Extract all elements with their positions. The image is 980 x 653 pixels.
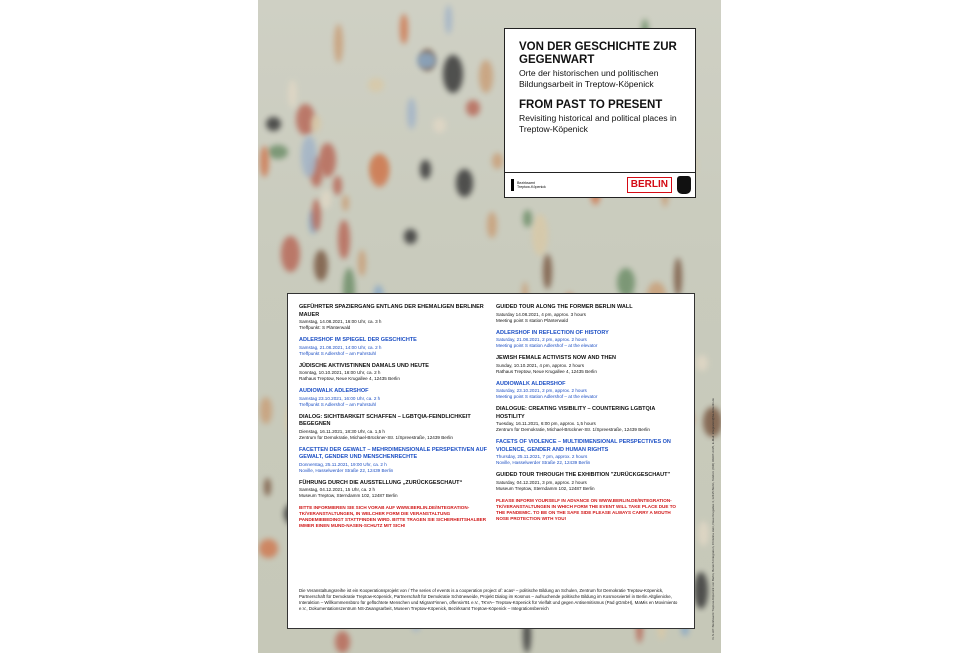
berlin-bear-icon bbox=[677, 176, 691, 194]
crowd-figure-shape bbox=[266, 117, 281, 131]
event-title: JEWISH FEMALE ACTIVISTS NOW AND THEN bbox=[496, 355, 616, 361]
event-item bbox=[299, 414, 487, 441]
english-subtitle: Revisiting historical and political places in Treptow-Köpenick bbox=[519, 113, 677, 134]
event-title: GUIDED TOUR ALONG THE FORMER BERLIN WALL bbox=[496, 304, 633, 310]
crowd-figure-shape bbox=[319, 143, 336, 177]
crowd-figure-shape bbox=[288, 80, 297, 108]
crowd-figure-shape bbox=[698, 521, 709, 545]
crowd-figure-shape bbox=[259, 539, 277, 558]
german-title: VON DER GESCHICHTE ZUR GEGENWART bbox=[519, 41, 677, 66]
event-title: DIALOGUE: CREATING VISIBILITY – COUNTERING LGBTQIA HOSTILITY bbox=[496, 406, 656, 420]
crowd-figure-shape bbox=[492, 153, 503, 170]
event-date: Sonntag, 10.10.2021, 16:00 Uhr, ca. 2 h bbox=[299, 370, 381, 375]
event-date: Saturday, 23.10.2021, 2 pm, approx. 2 hours bbox=[496, 388, 587, 393]
event-item bbox=[496, 439, 684, 466]
event-date: Samstag, 14.08.2021, 16:00 Uhr, ca. 3 h bbox=[299, 319, 382, 324]
crowd-figure-shape bbox=[543, 254, 552, 290]
crowd-figure-shape bbox=[260, 146, 270, 178]
event-title: JÜDISCHE AKTIVISTINNEN DAMALS UND HEUTE bbox=[299, 362, 429, 369]
event-date: Samstag, 04.12.2021, 15 Uhr, ca. 2 h bbox=[299, 487, 376, 492]
crowd-figure-shape bbox=[260, 397, 273, 425]
event-title: FACETTEN DER GEWALT – MEHRDIMENSIONALE PERSPEKTIVEN AUF GEWALT, GENDER UND MENSCHENRECHTE bbox=[299, 446, 487, 460]
event-title: FACETS OF VIOLENCE – MULTIDIMENSIONAL PERSPECTIVES ON VIOLENCE, GENDER AND HUMAN RIGHTS bbox=[496, 439, 671, 453]
event-item bbox=[299, 447, 487, 474]
event-date: Saturday, 21.08.2021, 2 pm, approx. 2 hours bbox=[496, 337, 587, 342]
event-location: Meeting point S station Adlershof – at the elevator bbox=[496, 343, 598, 348]
event-item bbox=[299, 388, 487, 408]
event-item bbox=[496, 381, 684, 401]
crowd-figure-shape bbox=[314, 250, 328, 281]
crowd-figure-shape bbox=[312, 199, 321, 232]
crowd-figure-shape bbox=[420, 160, 431, 178]
event-date: Saturday 14.08.2021, 4 pm, approx. 3 hours bbox=[496, 311, 586, 317]
title-block bbox=[504, 28, 696, 198]
event-location: Museum Treptow, Sterndamm 102, 12487 Berlin bbox=[299, 493, 398, 498]
pandemic-notice: BITTE INFORMIEREN SIE SICH VORAB AUF WWW.BERLIN.DE/INTEGRATION-TK/VERANSTALTUNGEN, IN WELCHER FORM DIE VERANSTALTUNG PANDEMIEBEDINGT STATTFINDEN WIRD. BITTE TRAGEN SIE SICHERHEITSHALBER IMMER EINEN MUND-NASEN-SCHUTZ MIT SICH! bbox=[299, 505, 487, 528]
event-item bbox=[299, 337, 487, 357]
event-title: AUDIOWALK ADLERSHOF bbox=[299, 388, 369, 394]
crowd-figure-shape bbox=[487, 212, 497, 238]
district-office-logo bbox=[505, 173, 607, 197]
event-location: Zentrum für Demokratie, Michael-Brückner-Str. 1/Spreestraße, 12439 Berlin bbox=[496, 427, 650, 432]
event-item bbox=[299, 363, 487, 383]
event-date: Thursday, 25.11.2021, 7 pm, approx. 2 hours bbox=[496, 454, 588, 459]
event-item bbox=[496, 406, 684, 433]
crowd-figure-shape bbox=[466, 100, 480, 116]
pandemic-notice: PLEASE INFORM YOURSELF IN ADVANCE ON WWW.BERLIN.DE/INTEGRATION-TK/VERANSTALTUNGEN IN WHICH FORM THE EVENT WILL TAKE PLACE DUE TO THE PANDEMIC. TO BE ON THE SAFE SIDE PLEASE ALWAYS CARRY A MOUTH NOSE PROTECTION WITH YOU! bbox=[496, 497, 677, 521]
crowd-figure-shape bbox=[445, 5, 453, 33]
event-date: Donnerstag, 25.11.2021, 19:00 Uhr, ca. 2 h bbox=[299, 461, 387, 467]
event-item bbox=[299, 480, 487, 500]
district-mark-icon bbox=[511, 179, 514, 191]
crowd-figure-shape bbox=[368, 78, 384, 92]
event-info-box bbox=[287, 293, 695, 629]
crowd-figure-shape bbox=[417, 52, 436, 69]
event-title: DIALOG: SICHTBARKEIT SCHAFFEN – LGBTQIA-FEINDLICHKEIT BEGEGNEN bbox=[299, 413, 471, 427]
logo-bar bbox=[505, 172, 695, 197]
event-location: Noville, Hasselwerder Straße 22, 12439 Berlin bbox=[496, 460, 591, 465]
event-location: Treffpunkt S Adlershof – am Fahrstuhl bbox=[299, 350, 377, 356]
crowd-figure-shape bbox=[338, 220, 350, 259]
english-events-column bbox=[496, 304, 684, 522]
crowd-figure-shape bbox=[311, 115, 321, 133]
event-location: Noville, Hasselwerder Straße 22, 12439 Berlin bbox=[299, 467, 394, 473]
crowd-figure-shape bbox=[404, 229, 418, 244]
crowd-figure-shape bbox=[479, 60, 493, 94]
event-location: Rathaus Treptow, Neue Krugallee 4, 12435 Berlin bbox=[299, 376, 400, 381]
crowd-figure-shape bbox=[334, 24, 343, 63]
crowd-figure-shape bbox=[335, 631, 350, 653]
event-location: Meeting point S station Plänterwald bbox=[496, 317, 569, 323]
crowd-figure-shape bbox=[443, 55, 462, 93]
crowd-figure-shape bbox=[358, 250, 365, 276]
crowd-figure-shape bbox=[456, 169, 474, 197]
event-title: GEFÜHRTER SPAZIERGANG ENTLANG DER EHEMALIGEN BERLINER MAUER bbox=[299, 304, 484, 318]
event-date: Samstag 23.10.2021, 16:00 Uhr, ca. 2 h bbox=[299, 395, 381, 401]
district-logo-line1: Bezirksamt bbox=[517, 181, 535, 185]
event-date: Samstag, 21.08.2021, 14:00 Uhr, ca. 2 h bbox=[299, 344, 382, 350]
crowd-figure-shape bbox=[532, 214, 548, 257]
crowd-figure-shape bbox=[301, 136, 316, 178]
event-date: Dienstag, 16.11.2021, 18:30 Uhr, ca. 1,5 h bbox=[299, 428, 385, 434]
crowd-figure-shape bbox=[264, 478, 271, 496]
event-item bbox=[496, 355, 684, 375]
event-title: GUIDED TOUR THROUGH THE EXHIBITION "ZURÜCKGESCHAUT" bbox=[496, 472, 671, 478]
event-title: AUDIOWALK ALDERSHOF bbox=[496, 380, 566, 387]
event-date: Sunday, 10.10.2021, 4 pm, approx. 2 hours bbox=[496, 362, 585, 368]
event-title: FÜHRUNG DURCH DIE AUSSTELLUNG „ZURÜCKGESCHAUT“ bbox=[299, 479, 463, 486]
district-logo-line2: Treptow-Köpenick bbox=[517, 185, 546, 189]
english-title: FROM PAST TO PRESENT bbox=[519, 99, 663, 111]
event-location: Meeting point S station Adlershof – at the elevator bbox=[496, 394, 598, 399]
crowd-figure-shape bbox=[433, 118, 446, 133]
event-title: ADLERSHOF IN REFLECTION OF HISTORY bbox=[496, 329, 609, 336]
event-location: Rathaus Treptow, Neue Krugallee 4, 12435 Berlin bbox=[496, 368, 597, 374]
crowd-figure-shape bbox=[407, 98, 416, 128]
crowd-figure-shape bbox=[268, 145, 288, 159]
berlin-wordmark: BERLIN bbox=[627, 177, 672, 193]
berlin-logo bbox=[607, 173, 695, 197]
event-location: Treffpunkt: S Plänterwald bbox=[299, 325, 351, 330]
vertical-credit-text: V.i.S.d.P. Bezirksamt Treptow-Köpenick von Berlin, Bereich Integration, Christina Hein, Neue Krugallee 4, 12435 Berlin, Telefon: (030) 90297-2335, E-Mail: integration@ba-tk.berlin.de bbox=[711, 398, 715, 640]
crowd-figure-shape bbox=[333, 176, 341, 194]
event-item bbox=[496, 304, 684, 324]
german-events-column bbox=[299, 304, 487, 529]
event-item bbox=[496, 330, 684, 350]
crowd-figure-shape bbox=[281, 236, 299, 272]
event-item bbox=[299, 304, 487, 331]
crowd-figure-shape bbox=[674, 258, 681, 295]
event-title: ADLERSHOF IM SPIEGEL DER GESCHICHTE bbox=[299, 337, 417, 343]
event-location: Treffpunkt S Adlershof – am Fahrstuhl bbox=[299, 401, 377, 407]
crowd-figure-shape bbox=[342, 195, 349, 211]
crowd-figure-shape bbox=[370, 154, 390, 187]
crowd-figure-shape bbox=[694, 572, 708, 609]
german-subtitle: Orte der historischen und politischen Bildungsarbeit in Treptow-Köpenick bbox=[519, 68, 659, 89]
crowd-figure-shape bbox=[321, 190, 331, 209]
event-item bbox=[496, 472, 684, 492]
event-date: Saturday, 04.12.2021, 3 pm, approx. 2 hours bbox=[496, 479, 587, 485]
crowd-figure-shape bbox=[400, 14, 409, 44]
event-location: Zentrum für Demokratie, Michael-Brückner-Str. 1/Spreestraße, 12439 Berlin bbox=[299, 434, 453, 440]
cooperation-footer: Die Veranstaltungsreihe ist ein Kooperationsprojekt von / The series of events is a cooperation project of: acas¹ – politische Bildung an Schulen, Zentrum für Demokratie Treptow-Köpenick, Partnerschaft für Demokratie Treptow-Köpenick, Partnerschaft für Demokratie Schöneweide, Projekt Dialog im Kosmos – aufsuchende politische Bildung im Kosmosviertel in Berlin Altglienicke, Interaktion – Willkommensbüro für geflüchtete Menschen und Migrant*innen, offensiv'91 e.V., TKVA– Treptow-Köpenick für Vielfalt und gegen Antisemitismus (Pad gGmbH), MaMis en Movimiento e.V., Dokumentationszentrum NS-Zwangsarbeit, Museen Treptow-Köpenick, Bezirksamt Treptow-Köpenick – Integrationsbereich bbox=[299, 588, 678, 611]
crowd-figure-shape bbox=[696, 355, 708, 371]
event-date: Tuesday, 16.11.2021, 6:00 pm, approx. 1,5 hours bbox=[496, 421, 596, 426]
crowd-figure-shape bbox=[523, 210, 531, 227]
event-location: Museum Treptow, Sterndamm 102, 12487 Berlin bbox=[496, 485, 595, 491]
